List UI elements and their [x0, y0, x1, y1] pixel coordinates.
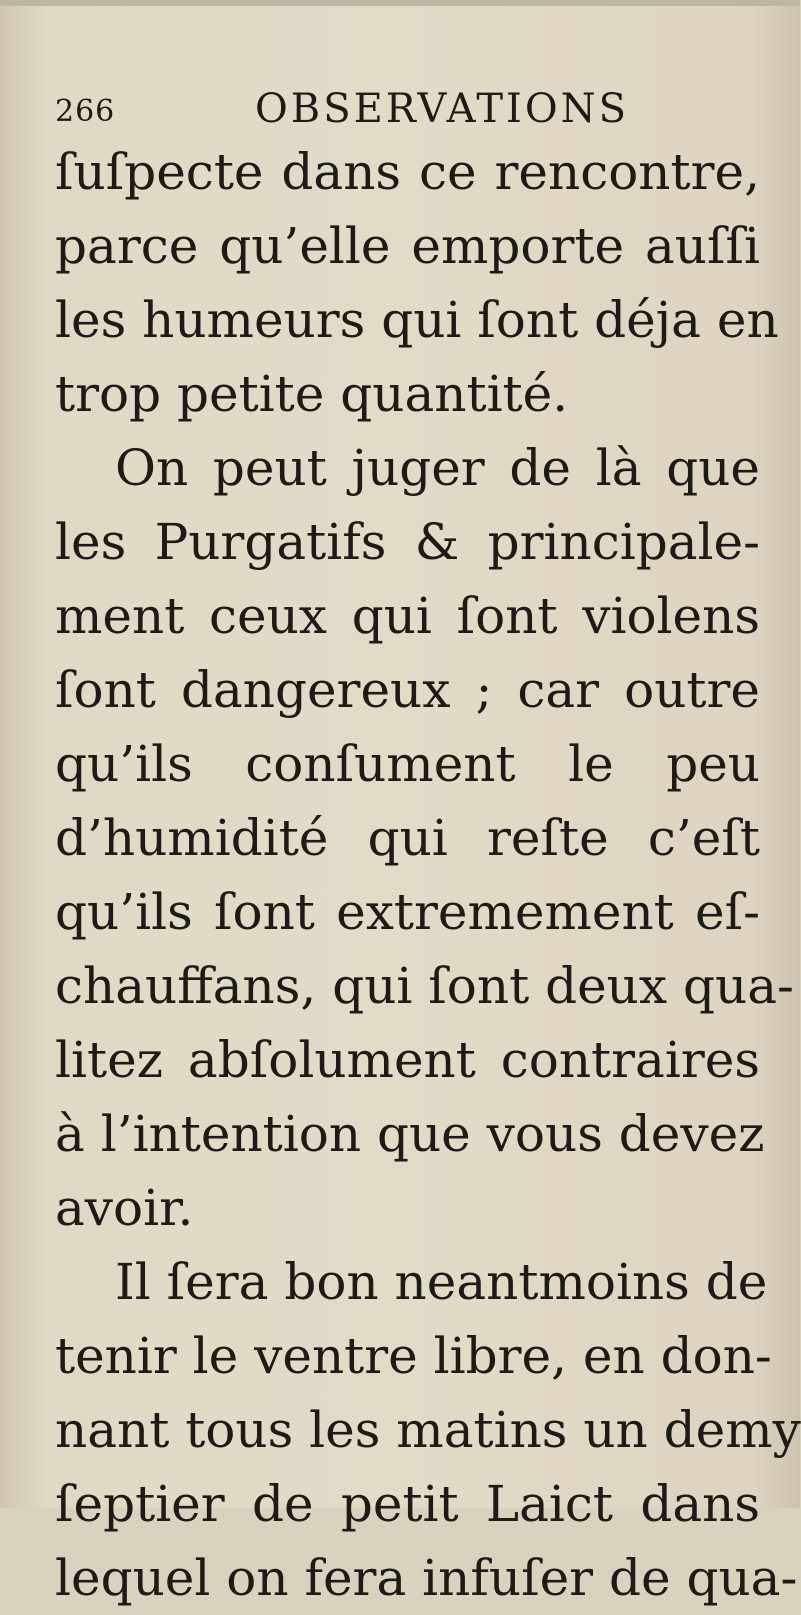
- page-header: [55, 86, 695, 136]
- text-line: les humeurs qui ſont déja en: [55, 291, 779, 349]
- text-line: avoir.: [55, 1179, 194, 1237]
- text-line: d’humidité qui reſte c’eſt: [55, 809, 760, 867]
- text-line: ment ceux qui ſont violens: [55, 587, 760, 645]
- text-line: nant tous les matins un demy: [55, 1401, 801, 1459]
- text-line: ſeptier de petit Laict dans: [55, 1475, 760, 1533]
- text-line: chauffans, qui ſont deux qua-: [55, 957, 794, 1015]
- text-line: lequel on fera infuſer de qua-: [55, 1549, 798, 1607]
- text-line: qu’ils conſument le peu: [55, 735, 760, 793]
- text-line: Il ſera bon neantmoins de: [115, 1253, 768, 1311]
- text-line: à l’intention que vous devez: [55, 1105, 765, 1163]
- text-line: parce qu’elle emporte auſſi: [55, 217, 760, 275]
- text-line: trop petite quantité.: [55, 365, 569, 423]
- body-text: [55, 135, 801, 1615]
- text-line: ſuſpecte dans ce rencontre,: [55, 143, 760, 201]
- text-line: les Purgatifs & principale-: [55, 513, 760, 571]
- text-line: litez abſolument contraires: [55, 1031, 760, 1089]
- text-line: On peut juger de là que: [115, 439, 760, 497]
- page-number: 266: [55, 94, 116, 129]
- text-line: qu’ils ſont extremement eſ-: [55, 883, 760, 941]
- running-head: OBSERVATIONS: [255, 86, 630, 132]
- text-line: ſont dangereux ; car outre: [55, 661, 760, 719]
- text-line: tenir le ventre libre, en don-: [55, 1327, 772, 1385]
- page-top-edge: [0, 0, 800, 6]
